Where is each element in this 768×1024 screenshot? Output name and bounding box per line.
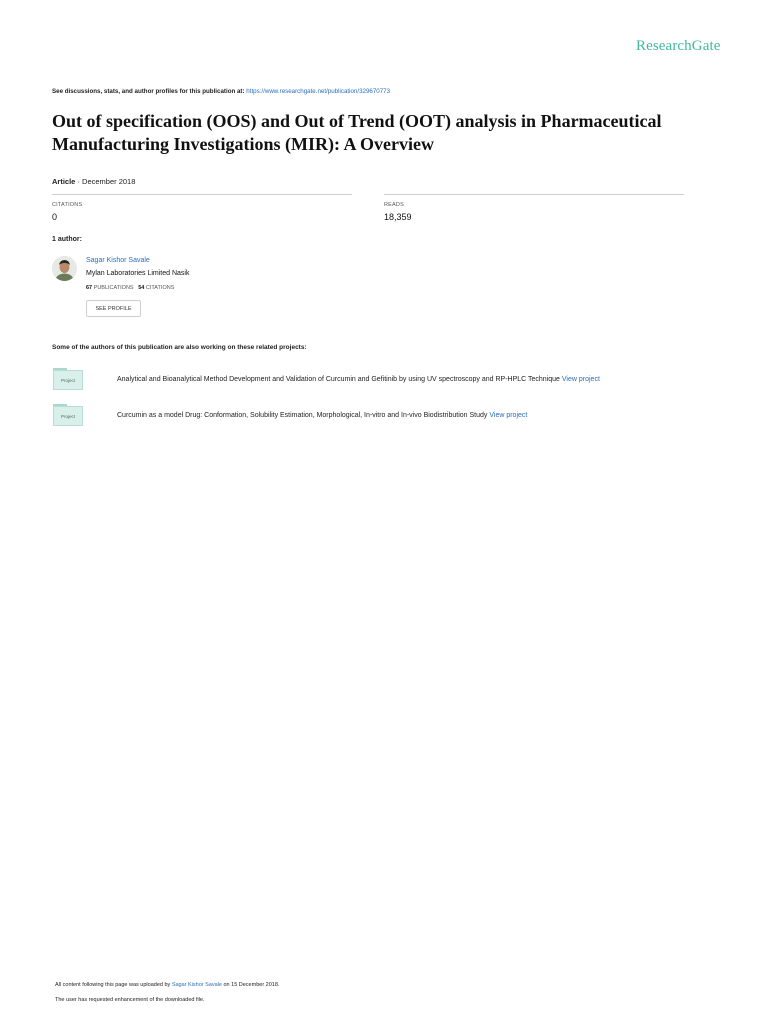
project-icon-label: Project	[53, 406, 83, 426]
project-folder-icon	[53, 368, 83, 390]
upload-suffix: on 15 December 2018.	[223, 982, 280, 988]
project-title: Analytical and Bioanalytical Method Development and Validation of Curcumin and Gefitinib by using UV spectroscopy and RP-HPLC Technique	[117, 376, 560, 383]
citations-stat	[52, 194, 352, 222]
article-meta	[52, 177, 135, 186]
author-publications-label: PUBLICATIONS	[93, 285, 134, 291]
view-project-link[interactable]: View project	[561, 376, 600, 383]
citations-label: CITATIONS	[52, 202, 83, 208]
author-publications-count: 67	[86, 285, 93, 291]
projects-heading: Some of the authors of this publication are also working on these related projects:	[52, 344, 307, 351]
project-item	[117, 412, 527, 419]
author-citations-label: CITATIONS	[145, 285, 175, 291]
project-title: Curcumin as a model Drug: Conformation, Solubility Estimation, Morphological, In-vitro and In-vivo Biodistribution Study	[117, 412, 488, 419]
article-type: Article	[52, 177, 76, 186]
uploader-link[interactable]: Sagar Kishor Savale	[171, 982, 222, 988]
author-citations-count: 54	[138, 285, 145, 291]
author-avatar[interactable]	[52, 256, 77, 281]
disclaimer-label: See discussions, stats, and author profiles for this publication at:	[52, 88, 245, 95]
project-item	[117, 376, 600, 383]
researchgate-logo[interactable]: ResearchGate	[636, 38, 721, 54]
reads-stat	[384, 194, 684, 222]
citations-value: 0	[52, 212, 58, 222]
author-stats	[86, 285, 174, 291]
upload-prefix: All content following this page was uploaded by	[55, 982, 171, 988]
disclaimer	[52, 88, 390, 95]
reads-label: READS	[384, 202, 404, 208]
upload-note	[55, 982, 279, 988]
avatar-photo-icon	[52, 256, 77, 281]
article-date: December 2018	[82, 177, 136, 186]
publication-url-link[interactable]: https://www.researchgate.net/publication/329670773	[246, 88, 391, 95]
author-institution: Mylan Laboratories Limited Nasik	[86, 270, 190, 277]
view-project-link[interactable]: View project	[489, 412, 528, 419]
author-name-link[interactable]: Sagar Kishor Savale	[86, 257, 150, 264]
enhancement-note: The user has requested enhancement of the downloaded file.	[55, 997, 205, 1003]
project-icon-label: Project	[53, 370, 83, 390]
project-folder-icon	[53, 404, 83, 426]
meta-separator: ·	[77, 177, 80, 186]
see-profile-button[interactable]: SEE PROFILE	[86, 300, 141, 317]
publication-title: Out of specification (OOS) and Out of Trend (OOT) analysis in Pharmaceutical Manufacturing Investigations (MIR): A Overview	[52, 111, 662, 154]
authors-heading: 1 author:	[52, 236, 82, 243]
reads-value: 18,359	[384, 212, 412, 222]
